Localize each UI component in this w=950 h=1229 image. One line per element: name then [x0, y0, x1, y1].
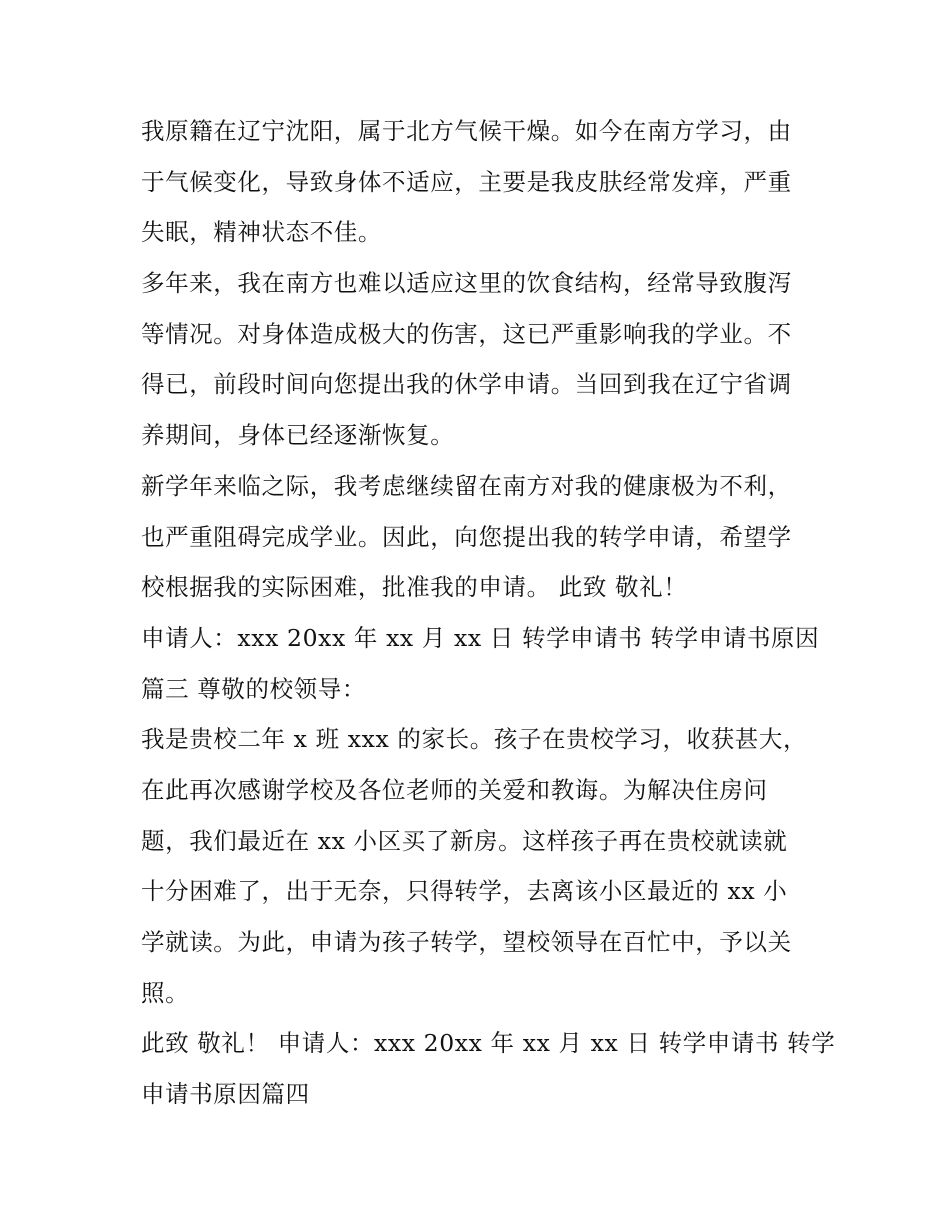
text-line: 学就读。为此，申请为孩子转学，望校领导在百忙中，予以关 — [141, 928, 792, 956]
document-body — [141, 106, 836, 1120]
text-line: 也严重阻碍完成学业。因此，向您提出我的转学申请，希望学 — [141, 522, 792, 551]
text-line: 此致 敬礼！ 申请人：xxx 20xx 年 xx 月 xx 日 转学申请书 转学 — [141, 1029, 836, 1058]
paragraph-2 — [141, 258, 831, 461]
text-line: 养期间，身体已经逐渐恢复。 — [141, 421, 455, 450]
text-line: 新学年来临之际，我考虑继续留在南方对我的健康极为不利， — [141, 471, 792, 500]
text-line: 我原籍在辽宁沈阳，属于北方气候干燥。如今在南方学习，由 — [141, 117, 792, 145]
text-line: 于气候变化，导致身体不适应，主要是我皮肤经常发痒，严重 — [141, 167, 792, 196]
paragraph-6 — [141, 1018, 836, 1119]
text-line: 校根据我的实际困难，批准我的申请。 此致 敬礼！ — [141, 573, 688, 602]
text-line: 得已，前段时间向您提出我的休学申请。当回到我在辽宁省调 — [141, 370, 792, 399]
text-line: 失眠，精神状态不佳。 — [141, 218, 382, 247]
text-line: 我是贵校二年 x 班 xxx 的家长。孩子在贵校学习，收获甚大， — [141, 725, 808, 754]
text-line: 等情况。对身体造成极大的伤害，这已严重影响我的学业。不 — [141, 319, 792, 348]
text-line: 题，我们最近在 xx 小区买了新房。这样孩子再在贵校就读就 — [141, 826, 788, 855]
text-line: 十分困难了，出于无奈，只得转学，去离该小区最近的 xx 小 — [141, 877, 788, 906]
paragraph-4 — [141, 613, 831, 714]
paragraph-1 — [141, 106, 831, 258]
paragraph-5 — [141, 714, 831, 1018]
text-line: 在此再次感谢学校及各位老师的关爱和教诲。为解决住房问 — [141, 775, 768, 804]
paragraph-3 — [141, 461, 831, 613]
text-line: 篇三 尊敬的校领导： — [141, 674, 366, 703]
text-line: 照。 — [141, 978, 190, 1007]
text-line: 申请书原因篇四 — [141, 1080, 310, 1109]
text-line: 多年来，我在南方也难以适应这里的饮食结构，经常导致腹泻 — [141, 269, 792, 298]
text-line: 申请人：xxx 20xx 年 xx 月 xx 日 转学申请书 转学申请书原因 — [141, 623, 820, 652]
